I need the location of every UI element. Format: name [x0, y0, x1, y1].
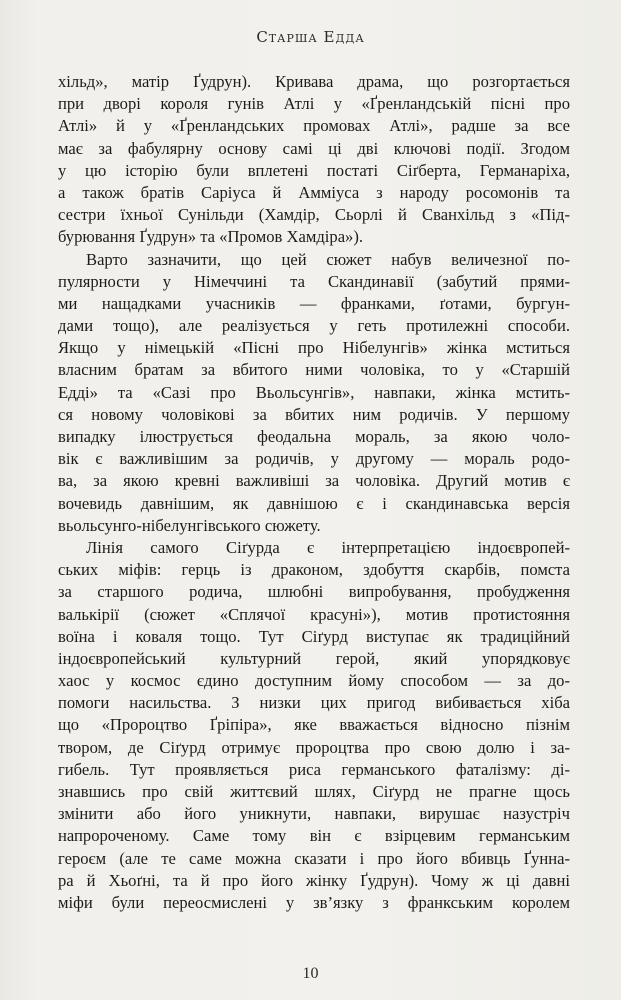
text-line: Едді» та «Сазі про Вьольсунгів», навпаки, жінка мстить- [58, 382, 570, 402]
text-line: Варто зазначити, що цей сюжет набув величезної по- [86, 249, 570, 269]
text-line: має за фабулярну основу самі ці дві ключові події. Згодом [58, 138, 570, 158]
text-line: напророченому. Саме тому він є взірцевим германським [58, 826, 570, 846]
text-line: Лінія самого Сіґурда є інтерпретацією індоєвропей- [86, 537, 570, 557]
text-line: індоєвропейський культурний герой, який упорядковує [58, 648, 570, 668]
text-line: валькірії (сюжет «Сплячої красуні»), мотив протистояння [58, 604, 570, 624]
text-line: вьольсунго-нібелунгівського сюжету. [58, 515, 321, 535]
text-line: змінити або його уникнути, навпаки, вирушає назустріч [58, 804, 570, 824]
text-line: гибель. Тут проявляється риса германського фаталізму: ді- [58, 759, 570, 779]
text-line: вік є важливішим за родичів, у другому — мораль родо- [58, 449, 570, 469]
text-line: вочевидь давнішим, як давнішою є і скандинавська версія [58, 493, 570, 513]
text-line: випадку ілюструється феодальна мораль, за якою чоло- [58, 427, 570, 446]
text-line: ва, за якою кревні важливіші за чоловіка. Другий мотив є [58, 471, 570, 491]
text-line: бурювання Ґудрун» та «Промов Хамдіра»). [58, 227, 364, 247]
text-line: знавшись про свій життєвий шлях, Сіґурд не прагне щось [58, 782, 570, 801]
text-line: міфи були переосмислені у зв’язку з франкським королем [58, 892, 570, 912]
text-line: що «Пророцтво Ґріпіра», яке вважається відносно пізнім [58, 715, 570, 735]
text-line: ра й Хьоґні, та й про його жінку Ґудрун). Чому ж ці давні [58, 870, 570, 890]
text-line: хільд», матір Ґудрун). Кривава драма, що розгортається [58, 72, 570, 91]
text-line: власним братам за вбитого ними чоловіка, то у «Старшій [58, 360, 570, 380]
text-line: а також братів Саріуса й Амміуса з народу росомонів та [58, 182, 570, 202]
page-number: 10 [302, 965, 319, 982]
text-line: помоги насильства. З низки цих пригод вибивається хіба [58, 693, 570, 713]
body-text [58, 71, 570, 914]
text-line: ся новому чоловікові за вбитих ним родичів. У першому [58, 404, 570, 424]
text-line: при дворі короля гунів Атлі у «Ґренландській пісні про [58, 94, 570, 114]
text-line: пулярности у Німеччині та Скандинавії (забутий прями- [58, 271, 570, 291]
text-line: дами тощо), але реалізується у геть протилежні способи. [58, 316, 570, 336]
running-head: Старша Едда [256, 28, 365, 46]
text-line: воїна і коваля тощо. Тут Сіґурд виступає як традиційний [58, 626, 570, 646]
text-line: героєм (але те саме можна сказати і про його вбивць Ґунна- [58, 848, 570, 868]
text-line: сестри їхньої Сунільди (Хамдір, Сьорлі й Сванхільд з «Під- [58, 205, 570, 225]
text-line: хаос у космос єдино доступним йому способом — за до- [58, 671, 570, 691]
text-line: Атлі» й у «Ґренландських промовах Атлі», радше за все [58, 116, 570, 136]
text-line: у цю історію були вплетені постаті Сіґберта, Германаріха, [58, 160, 570, 180]
text-line: ми нащадками учасників — франками, ґотами, бургун- [58, 293, 570, 313]
text-line: Якщо у німецькій «Пісні про Нібелунгів» жінка мститься [58, 338, 570, 358]
text-line: за старшого родича, шлюбні випробування, пробудження [58, 582, 570, 602]
text-line: ських міфів: герць із драконом, здобуття скарбів, помста [58, 560, 570, 580]
text-line: твором, де Сіґурд отримує пророцтва про свою долю і за- [58, 737, 570, 757]
